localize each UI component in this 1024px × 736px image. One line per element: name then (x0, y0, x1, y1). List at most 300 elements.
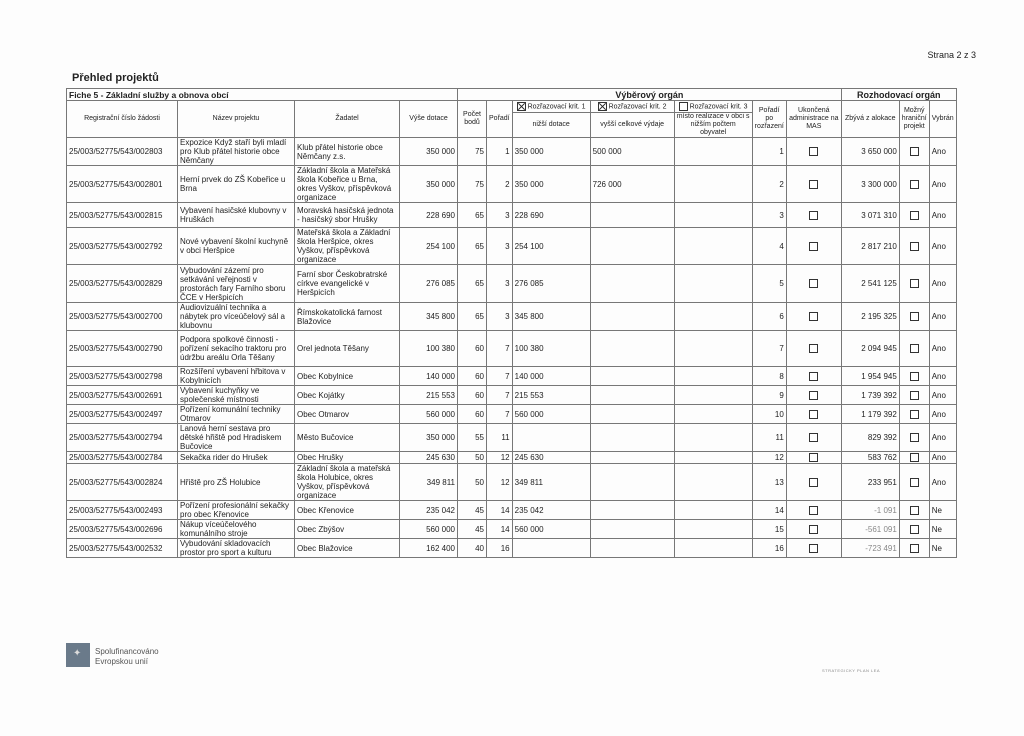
header-poradi: Pořadí (487, 101, 513, 138)
cell-body: 65 (458, 265, 487, 303)
cell-nazev: Vybudování zázemí pro setkávání veřejnosti v prostorách fary Farního sboru ČCE v Heršpicích (178, 265, 295, 303)
cell-mozny (899, 166, 929, 203)
cell-ukoncena (786, 424, 841, 452)
cell-reg: 25/003/52775/543/002493 (67, 501, 178, 520)
table-row (67, 203, 957, 228)
cell-reg: 25/003/52775/543/002532 (67, 539, 178, 558)
cell-poradi: 3 (487, 203, 513, 228)
cell-vybran: Ano (929, 386, 956, 405)
cell-vybran: Ano (929, 203, 956, 228)
cell-poradi-rozrazeni: 1 (752, 138, 786, 166)
checkbox-mozny[interactable] (910, 478, 919, 487)
cell-poradi: 7 (487, 405, 513, 424)
cell-krit1: 235 042 (512, 501, 590, 520)
cell-krit3 (674, 539, 752, 558)
checkbox-ukoncena[interactable] (809, 279, 818, 288)
header-krit1-sub: nižší dotace (512, 113, 590, 138)
cell-vybran: Ano (929, 228, 956, 265)
eu-cofinanced-text (95, 647, 215, 667)
checkbox-mozny[interactable] (910, 279, 919, 288)
cell-zbyva: 1 739 392 (841, 386, 899, 405)
cell-krit3 (674, 464, 752, 501)
cell-krit1: 560 000 (512, 405, 590, 424)
cell-krit2: 500 000 (590, 138, 674, 166)
cell-dotace: 235 042 (400, 501, 458, 520)
cell-dotace: 276 085 (400, 265, 458, 303)
cell-zbyva: -723 491 (841, 539, 899, 558)
cell-body: 75 (458, 138, 487, 166)
header-mozny: Možný hraniční projekt (899, 101, 929, 138)
cell-zbyva: -1 091 (841, 501, 899, 520)
cell-ukoncena (786, 464, 841, 501)
header-pocet: Počet bodů (458, 101, 487, 138)
cell-ukoncena (786, 520, 841, 539)
cell-reg: 25/003/52775/543/002794 (67, 424, 178, 452)
cell-mozny (899, 138, 929, 166)
cell-krit2 (590, 228, 674, 265)
cell-dotace: 350 000 (400, 166, 458, 203)
header-nazev: Název projektu (178, 101, 295, 138)
cell-poradi: 14 (487, 501, 513, 520)
eu-line-1: Spolufinancováno (95, 647, 159, 656)
header-krit2-sub: vyšší celkové výdaje (590, 113, 674, 138)
cell-reg: 25/003/52775/543/002798 (67, 367, 178, 386)
checkbox-ukoncena[interactable] (809, 211, 818, 220)
cell-zbyva: 2 817 210 (841, 228, 899, 265)
header-vybran: Vybrán (929, 101, 956, 138)
cell-nazev: Nákup víceúčelového komunálního stroje (178, 520, 295, 539)
cell-reg: 25/003/52775/543/002691 (67, 386, 178, 405)
header-krit2: Rozřazovací krit. 2 (590, 101, 674, 113)
cell-poradi: 14 (487, 520, 513, 539)
cell-body: 50 (458, 464, 487, 501)
cell-reg: 25/003/52775/543/002829 (67, 265, 178, 303)
cell-krit3 (674, 331, 752, 367)
group-vyberovy-organ: Výběrový orgán (458, 89, 842, 101)
cell-zadatel: Klub přátel historie obce Němčany z.s. (295, 138, 400, 166)
checkbox-mozny[interactable] (910, 525, 919, 534)
checkbox-mozny[interactable] (910, 242, 919, 251)
cell-body: 65 (458, 303, 487, 331)
table-row (67, 331, 957, 367)
cell-zadatel: Obec Kobylnice (295, 367, 400, 386)
checkbox-ukoncena[interactable] (809, 544, 818, 553)
cell-dotace: 215 553 (400, 386, 458, 405)
table-row (67, 228, 957, 265)
cell-nazev: Lanová herní sestava pro dětské hřiště pod Hradiskem Bučovice (178, 424, 295, 452)
cell-mozny (899, 265, 929, 303)
cell-krit1 (512, 424, 590, 452)
cell-krit1: 276 085 (512, 265, 590, 303)
cell-krit3 (674, 452, 752, 464)
checkbox-mozny[interactable] (910, 147, 919, 156)
cell-poradi: 3 (487, 228, 513, 265)
cell-zadatel: Obec Hrušky (295, 452, 400, 464)
cell-ukoncena (786, 331, 841, 367)
cell-dotace: 350 000 (400, 424, 458, 452)
cell-body: 60 (458, 367, 487, 386)
checkbox-mozny[interactable] (910, 410, 919, 419)
cell-krit3 (674, 501, 752, 520)
cell-dotace: 350 000 (400, 138, 458, 166)
cell-dotace: 228 690 (400, 203, 458, 228)
cell-krit1: 140 000 (512, 367, 590, 386)
cell-mozny (899, 228, 929, 265)
header-reg: Registrační číslo žádosti (67, 101, 178, 138)
cell-zadatel: Moravská hasičská jednota - hasičský sbor Hrušky (295, 203, 400, 228)
cell-body: 60 (458, 386, 487, 405)
checkbox-mozny[interactable] (910, 344, 919, 353)
cell-zbyva: 1 179 392 (841, 405, 899, 424)
group-rozhodovaci-organ: Rozhodovací orgán (841, 89, 956, 101)
cell-dotace: 245 630 (400, 452, 458, 464)
cell-zadatel: Obec Kojátky (295, 386, 400, 405)
cell-vybran: Ano (929, 367, 956, 386)
cell-reg: 25/003/52775/543/002497 (67, 405, 178, 424)
cell-zbyva: 3 650 000 (841, 138, 899, 166)
cell-zbyva: -561 091 (841, 520, 899, 539)
table-row (67, 367, 957, 386)
cell-ukoncena (786, 501, 841, 520)
header-krit3-sub: místo realizace v obci s nižším počtem obyvatel (674, 113, 752, 138)
cell-nazev: Vybavení hasičské klubovny v Hruškách (178, 203, 295, 228)
cell-dotace: 140 000 (400, 367, 458, 386)
cell-krit3 (674, 386, 752, 405)
table-row (67, 386, 957, 405)
cell-krit1 (512, 539, 590, 558)
cell-ukoncena (786, 203, 841, 228)
cell-poradi: 12 (487, 464, 513, 501)
cell-krit3 (674, 166, 752, 203)
cell-poradi: 3 (487, 303, 513, 331)
cell-mozny (899, 424, 929, 452)
cell-zadatel: Základní škola a Mateřská škola Kobeřice u Brna, okres Vyškov, příspěvková organizace (295, 166, 400, 203)
cell-body: 50 (458, 452, 487, 464)
cell-krit3 (674, 203, 752, 228)
checked-box-icon (517, 102, 526, 111)
cell-poradi-rozrazeni: 4 (752, 228, 786, 265)
cell-ukoncena (786, 367, 841, 386)
page-title: Přehled projektů (72, 72, 159, 84)
cell-poradi: 1 (487, 138, 513, 166)
cell-krit1: 215 553 (512, 386, 590, 405)
cell-krit1: 245 630 (512, 452, 590, 464)
cell-reg: 25/003/52775/543/002815 (67, 203, 178, 228)
projects-table (66, 88, 957, 558)
cell-ukoncena (786, 386, 841, 405)
cell-zadatel: Farní sbor Českobratrské církve evangelické v Heršpicích (295, 265, 400, 303)
cell-ukoncena (786, 166, 841, 203)
header-krit3: Rozřazovací krit. 3 (674, 101, 752, 113)
cell-nazev: Rozšíření vybavení hřbitova v Kobylnicích (178, 367, 295, 386)
cell-nazev: Vybavení kuchyňky ve společenské místnosti (178, 386, 295, 405)
cell-krit2 (590, 331, 674, 367)
eu-flag-icon (66, 643, 90, 667)
cell-krit2 (590, 464, 674, 501)
cell-ukoncena (786, 138, 841, 166)
checkbox-mozny[interactable] (910, 180, 919, 189)
cell-poradi-rozrazeni: 11 (752, 424, 786, 452)
cell-zbyva: 233 951 (841, 464, 899, 501)
cell-nazev: Podpora spolkové činnosti - pořízení sekacího traktoru pro údržbu areálu Orla Těšany (178, 331, 295, 367)
cell-vybran: Ano (929, 138, 956, 166)
cell-vybran: Ne (929, 501, 956, 520)
cell-poradi: 12 (487, 452, 513, 464)
table-row (67, 464, 957, 501)
header-zadatel: Žadatel (295, 101, 400, 138)
cell-krit1: 350 000 (512, 166, 590, 203)
cell-poradi-rozrazeni: 5 (752, 265, 786, 303)
cell-krit2 (590, 203, 674, 228)
cell-zbyva: 3 071 310 (841, 203, 899, 228)
cell-poradi: 11 (487, 424, 513, 452)
cell-body: 40 (458, 539, 487, 558)
cell-poradi: 16 (487, 539, 513, 558)
cell-dotace: 560 000 (400, 405, 458, 424)
checkbox-mozny[interactable] (910, 544, 919, 553)
cell-poradi: 2 (487, 166, 513, 203)
cell-body: 65 (458, 228, 487, 265)
checkbox-ukoncena[interactable] (809, 344, 818, 353)
cell-reg: 25/003/52775/543/002696 (67, 520, 178, 539)
table-row (67, 405, 957, 424)
cell-nazev: Pořízení komunální techniky Otmarov (178, 405, 295, 424)
table-row (67, 539, 957, 558)
header-krit1: Rozřazovací krit. 1 (512, 101, 590, 113)
cell-krit2 (590, 501, 674, 520)
cell-poradi-rozrazeni: 3 (752, 203, 786, 228)
page-number: Strana 2 z 3 (927, 50, 976, 60)
cell-zbyva: 1 954 945 (841, 367, 899, 386)
cell-mozny (899, 539, 929, 558)
checked-box-icon (598, 102, 607, 111)
checkbox-ukoncena[interactable] (809, 312, 818, 321)
cell-krit3 (674, 520, 752, 539)
cell-nazev: Expozice Když staří byli mladí pro Klub přátel historie obce Němčany (178, 138, 295, 166)
cell-poradi-rozrazeni: 14 (752, 501, 786, 520)
cell-mozny (899, 464, 929, 501)
cell-poradi-rozrazeni: 16 (752, 539, 786, 558)
cell-krit2 (590, 303, 674, 331)
cell-reg: 25/003/52775/543/002801 (67, 166, 178, 203)
table-row (67, 424, 957, 452)
table-row (67, 452, 957, 464)
cell-poradi-rozrazeni: 9 (752, 386, 786, 405)
cell-krit1: 349 811 (512, 464, 590, 501)
cell-poradi-rozrazeni: 6 (752, 303, 786, 331)
cell-krit3 (674, 424, 752, 452)
cell-mozny (899, 367, 929, 386)
cell-body: 55 (458, 424, 487, 452)
checkbox-mozny[interactable] (910, 391, 919, 400)
checkbox-mozny[interactable] (910, 312, 919, 321)
cell-ukoncena (786, 228, 841, 265)
cell-zadatel: Obec Blažovice (295, 539, 400, 558)
eu-line-2: Evropskou unií (95, 657, 148, 666)
cell-ukoncena (786, 265, 841, 303)
cell-poradi: 3 (487, 265, 513, 303)
cell-zadatel: Římskokatolická farnost Blažovice (295, 303, 400, 331)
cell-zadatel: Obec Zbýšov (295, 520, 400, 539)
checkbox-mozny[interactable] (910, 433, 919, 442)
cell-krit2 (590, 452, 674, 464)
cell-mozny (899, 303, 929, 331)
cell-zadatel: Mateřská škola a Základní škola Heršpice, okres Vyškov, příspěvková organizace (295, 228, 400, 265)
cell-mozny (899, 386, 929, 405)
cell-krit3 (674, 265, 752, 303)
cell-poradi-rozrazeni: 13 (752, 464, 786, 501)
cell-vybran: Ano (929, 331, 956, 367)
cell-krit3 (674, 228, 752, 265)
cell-krit2 (590, 539, 674, 558)
cell-krit1: 100 380 (512, 331, 590, 367)
checkbox-mozny[interactable] (910, 506, 919, 515)
checkbox-mozny[interactable] (910, 211, 919, 220)
table-row (67, 265, 957, 303)
cell-vybran: Ano (929, 303, 956, 331)
cell-vybran: Ano (929, 424, 956, 452)
cell-vybran: Ano (929, 405, 956, 424)
cell-vybran: Ano (929, 452, 956, 464)
cell-poradi-rozrazeni: 7 (752, 331, 786, 367)
cell-body: 45 (458, 501, 487, 520)
cell-mozny (899, 405, 929, 424)
cell-vybran: Ne (929, 539, 956, 558)
checkbox-ukoncena[interactable] (809, 525, 818, 534)
checkbox-ukoncena[interactable] (809, 506, 818, 515)
cell-body: 45 (458, 520, 487, 539)
cell-reg: 25/003/52775/543/002700 (67, 303, 178, 331)
cell-ukoncena (786, 452, 841, 464)
cell-nazev: Nové vybavení školní kuchyně v obci Heršpice (178, 228, 295, 265)
cell-krit2 (590, 424, 674, 452)
cell-zadatel: Základní škola a mateřská škola Holubice, okres Vyškov, příspěvková organizace (295, 464, 400, 501)
cell-zbyva: 3 300 000 (841, 166, 899, 203)
cell-mozny (899, 501, 929, 520)
checkbox-mozny[interactable] (910, 372, 919, 381)
cell-dotace: 100 380 (400, 331, 458, 367)
cell-zbyva: 2 094 945 (841, 331, 899, 367)
table-row (67, 303, 957, 331)
checkbox-ukoncena[interactable] (809, 453, 818, 462)
cell-reg: 25/003/52775/543/002803 (67, 138, 178, 166)
cell-krit2 (590, 367, 674, 386)
cell-krit2 (590, 386, 674, 405)
cell-poradi-rozrazeni: 12 (752, 452, 786, 464)
cell-body: 65 (458, 203, 487, 228)
cell-body: 75 (458, 166, 487, 203)
cell-krit3 (674, 303, 752, 331)
cell-zadatel: Orel jednota Těšany (295, 331, 400, 367)
checkbox-mozny[interactable] (910, 453, 919, 462)
cell-krit3 (674, 367, 752, 386)
cell-krit1: 254 100 (512, 228, 590, 265)
checkbox-ukoncena[interactable] (809, 180, 818, 189)
cell-dotace: 162 400 (400, 539, 458, 558)
cell-poradi-rozrazeni: 8 (752, 367, 786, 386)
cell-zadatel: Město Bučovice (295, 424, 400, 452)
cell-mozny (899, 331, 929, 367)
unchecked-box-icon (679, 102, 688, 111)
checkbox-ukoncena[interactable] (809, 391, 818, 400)
cell-poradi-rozrazeni: 2 (752, 166, 786, 203)
cell-krit1: 228 690 (512, 203, 590, 228)
cell-poradi-rozrazeni: 15 (752, 520, 786, 539)
header-dotace: Výše dotace (400, 101, 458, 138)
cell-poradi-rozrazeni: 10 (752, 405, 786, 424)
header-ukoncena: Ukončená administrace na MAS (786, 101, 841, 138)
cell-dotace: 345 800 (400, 303, 458, 331)
cell-vybran: Ano (929, 265, 956, 303)
table-row (67, 520, 957, 539)
cell-vybran: Ano (929, 166, 956, 203)
cell-nazev: Vybudování skladovacích prostor pro sport a kulturu (178, 539, 295, 558)
table-row (67, 138, 957, 166)
cell-mozny (899, 520, 929, 539)
checkbox-ukoncena[interactable] (809, 433, 818, 442)
cell-poradi: 7 (487, 367, 513, 386)
cell-krit3 (674, 405, 752, 424)
cell-zbyva: 2 541 125 (841, 265, 899, 303)
cell-nazev: Herní prvek do ZŠ Kobeřice u Brna (178, 166, 295, 203)
cell-reg: 25/003/52775/543/002784 (67, 452, 178, 464)
cell-body: 60 (458, 405, 487, 424)
cell-dotace: 560 000 (400, 520, 458, 539)
cell-reg: 25/003/52775/543/002792 (67, 228, 178, 265)
cell-vybran: Ano (929, 464, 956, 501)
table-row (67, 501, 957, 520)
cell-zbyva: 2 195 325 (841, 303, 899, 331)
cell-reg: 25/003/52775/543/002824 (67, 464, 178, 501)
cell-krit2: 726 000 (590, 166, 674, 203)
cell-zadatel: Obec Otmarov (295, 405, 400, 424)
cell-krit1: 560 000 (512, 520, 590, 539)
cell-nazev: Pořízení profesionální sekačky pro obec Křenovice (178, 501, 295, 520)
cell-krit2 (590, 265, 674, 303)
cell-krit1: 350 000 (512, 138, 590, 166)
cell-ukoncena (786, 303, 841, 331)
checkbox-ukoncena[interactable] (809, 147, 818, 156)
cell-nazev: Sekačka rider do Hrušek (178, 452, 295, 464)
checkbox-ukoncena[interactable] (809, 410, 818, 419)
checkbox-ukoncena[interactable] (809, 478, 818, 487)
cell-dotace: 349 811 (400, 464, 458, 501)
cell-krit2 (590, 405, 674, 424)
cell-dotace: 254 100 (400, 228, 458, 265)
checkbox-ukoncena[interactable] (809, 242, 818, 251)
cell-mozny (899, 452, 929, 464)
checkbox-ukoncena[interactable] (809, 372, 818, 381)
cell-zbyva: 829 392 (841, 424, 899, 452)
cell-nazev: Hřiště pro ZŠ Holubice (178, 464, 295, 501)
strategy-mark: STRATEGICKY PLAN LEA (822, 668, 881, 673)
cell-vybran: Ne (929, 520, 956, 539)
cell-krit3 (674, 138, 752, 166)
cell-ukoncena (786, 539, 841, 558)
cell-zbyva: 583 762 (841, 452, 899, 464)
cell-krit1: 345 800 (512, 303, 590, 331)
header-zbyva: Zbývá z alokace (841, 101, 899, 138)
cell-ukoncena (786, 405, 841, 424)
fiche-title: Fiche 5 - Základní služby a obnova obcí (67, 89, 458, 101)
header-poradi-rozrazeni: Pořadí po rozřazení (752, 101, 786, 138)
table-row (67, 166, 957, 203)
cell-nazev: Audiovizuální technika a nábytek pro víceúčelový sál a klubovnu (178, 303, 295, 331)
cell-poradi: 7 (487, 386, 513, 405)
cell-poradi: 7 (487, 331, 513, 367)
cell-zadatel: Obec Křenovice (295, 501, 400, 520)
cell-krit2 (590, 520, 674, 539)
